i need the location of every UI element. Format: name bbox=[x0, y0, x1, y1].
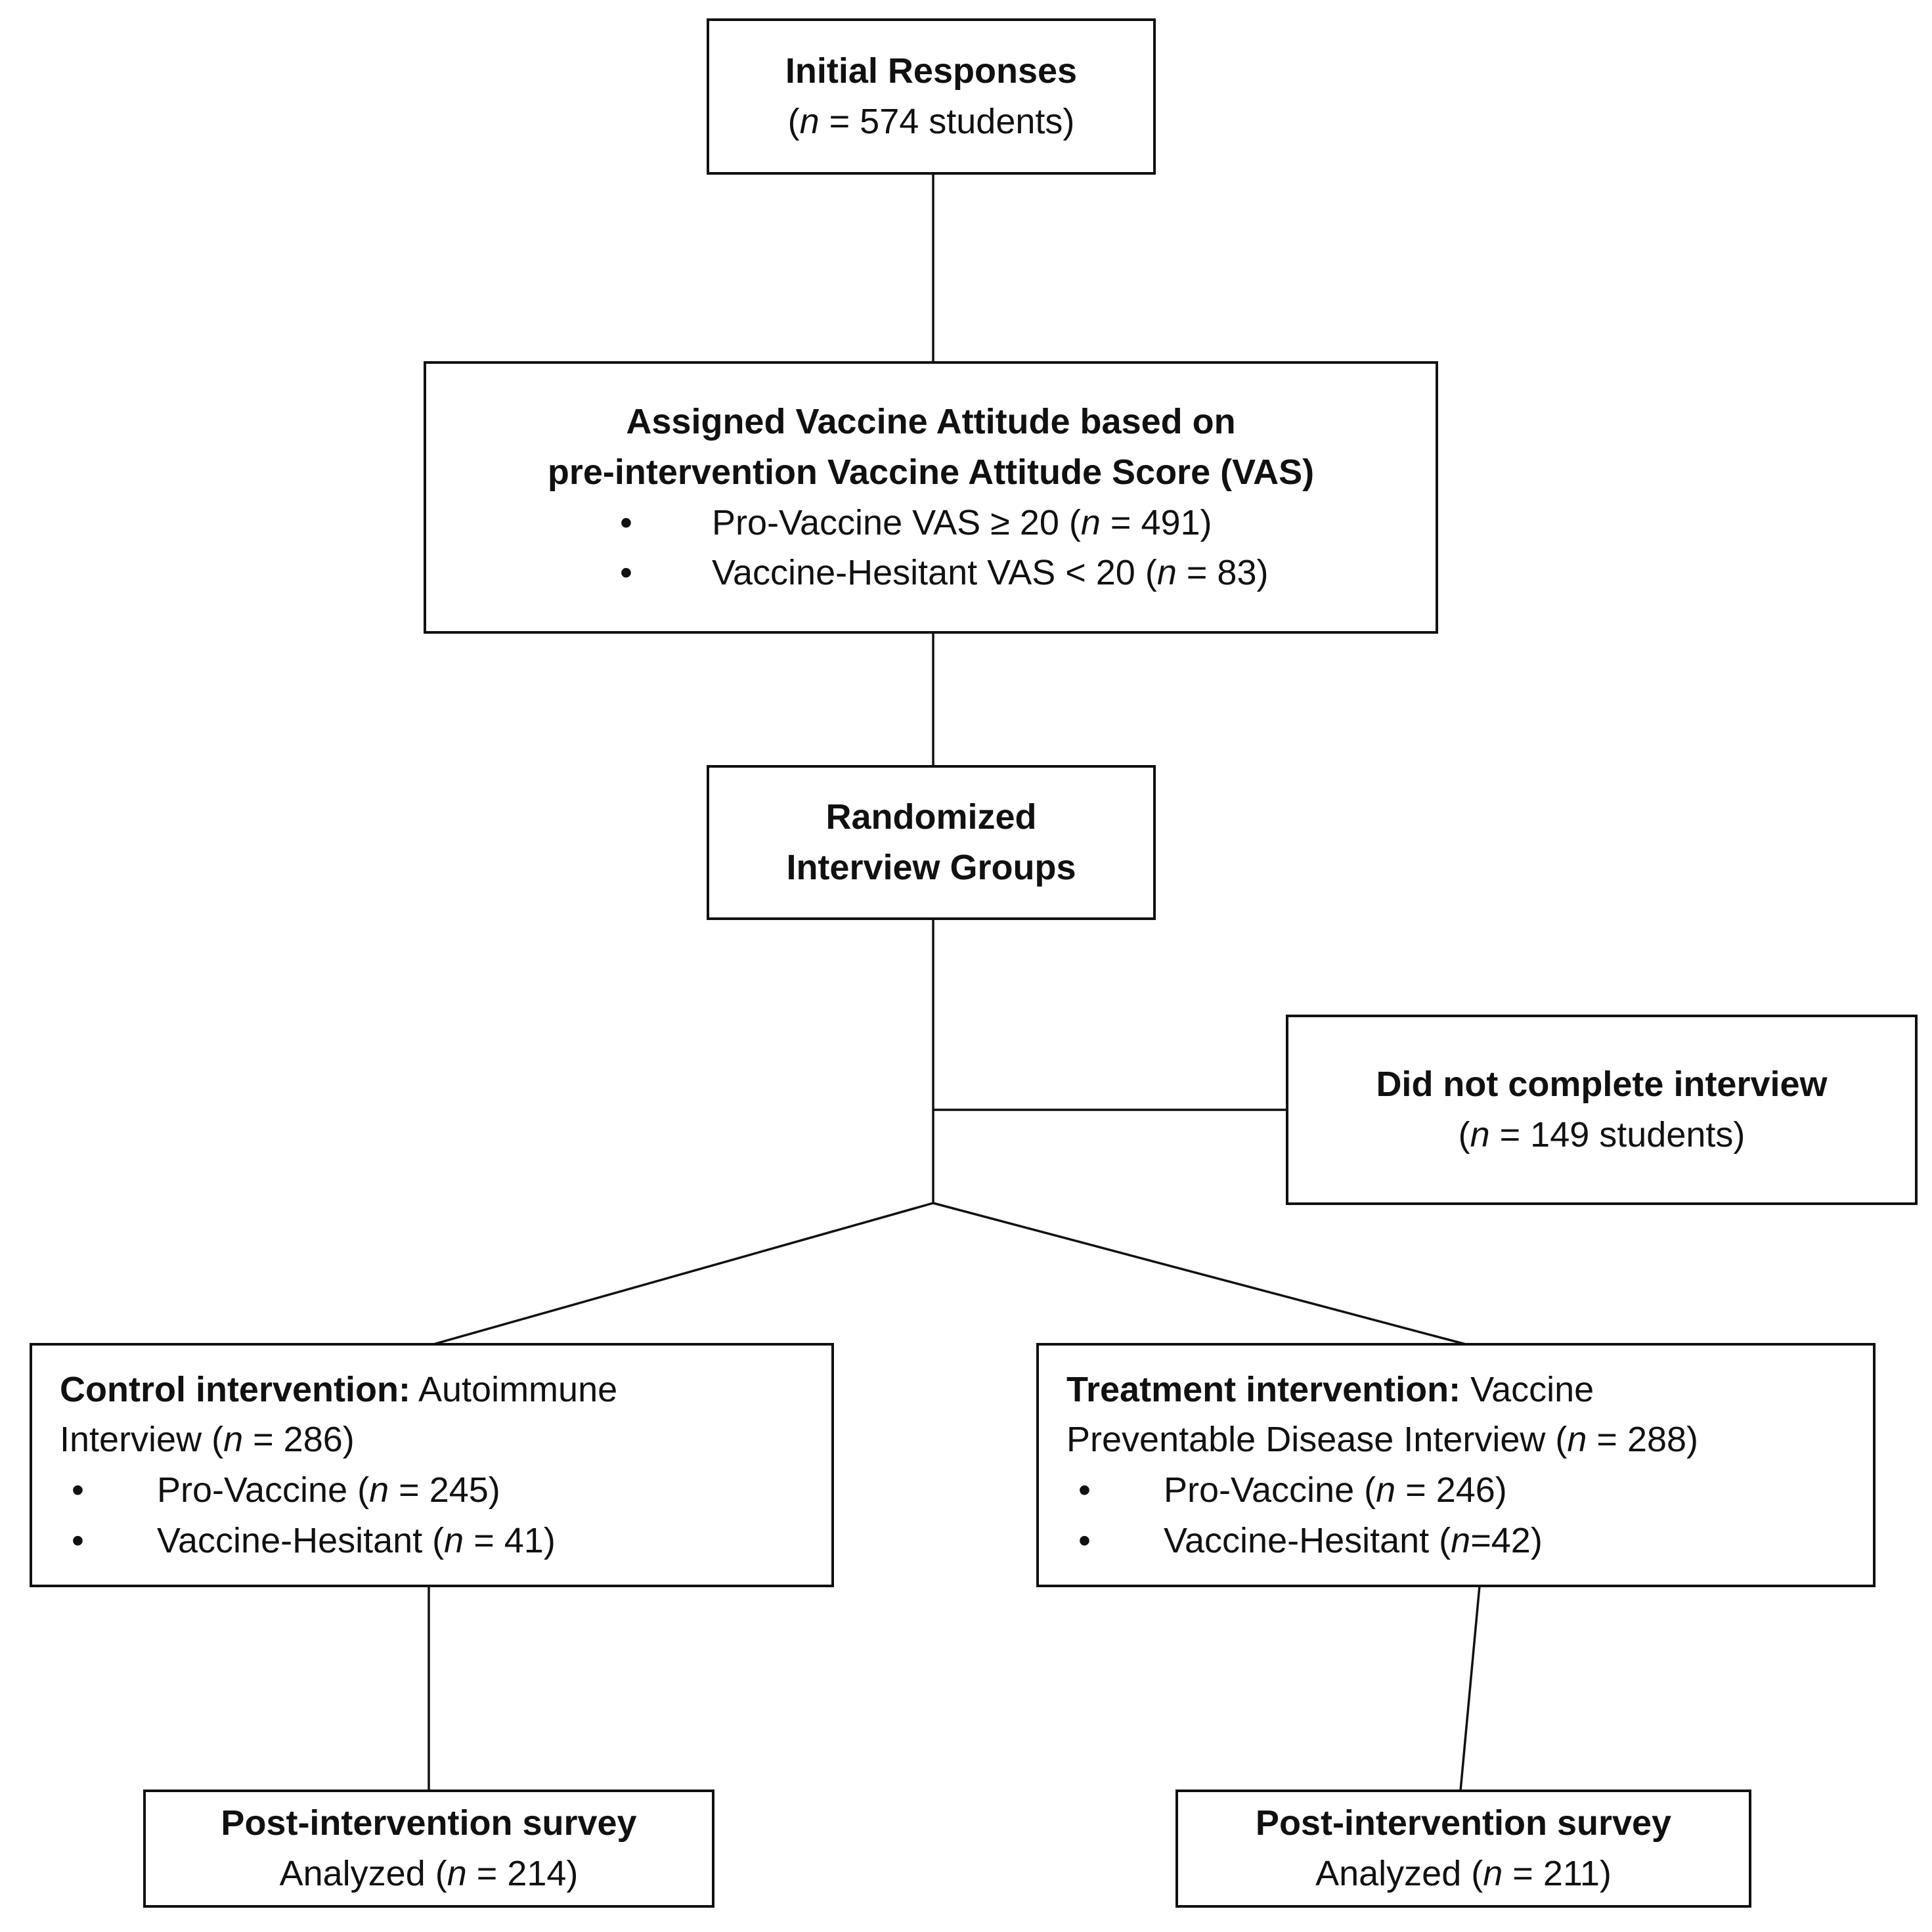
text-line bbox=[1178, 1798, 1749, 1849]
bullet-icon: • bbox=[72, 1470, 84, 1510]
text-content: Analyzed (n = 211) bbox=[1315, 1854, 1612, 1893]
bullet-icon: • bbox=[1078, 1470, 1091, 1510]
text-line bbox=[1178, 1849, 1749, 1899]
text-content: Vaccine-Hesitant (n=42) bbox=[1164, 1520, 1543, 1560]
text-content: Analyzed (n = 214) bbox=[279, 1854, 579, 1893]
box-initial-responses bbox=[707, 18, 1156, 175]
text-content: Pro-Vaccine (n = 245) bbox=[157, 1470, 500, 1510]
bullet-line bbox=[60, 1516, 820, 1566]
text-content: pre-intervention Vaccine Attitude Score (VAS) bbox=[547, 452, 1315, 492]
text-content: Vaccine-Hesitant (n = 41) bbox=[157, 1520, 556, 1560]
text-content: Initial Responses bbox=[785, 51, 1078, 91]
text-line bbox=[146, 1849, 712, 1899]
text-content: Interview Groups bbox=[786, 848, 1076, 887]
connector-treatment-to-survey bbox=[1460, 1586, 1480, 1791]
text-content: (n = 149 students) bbox=[1458, 1115, 1745, 1154]
bullet-icon: • bbox=[72, 1520, 84, 1560]
text-line bbox=[439, 447, 1422, 498]
box-randomized-interview-groups bbox=[707, 765, 1156, 920]
text-content: Post-intervention survey bbox=[221, 1803, 637, 1843]
text-line bbox=[709, 843, 1153, 893]
text-line bbox=[709, 792, 1153, 843]
text-line bbox=[709, 46, 1153, 97]
text-line bbox=[709, 97, 1153, 147]
bullet-line bbox=[60, 1465, 820, 1516]
box-did-not-complete-interview bbox=[1286, 1015, 1918, 1205]
text-content: Post-intervention survey bbox=[1255, 1803, 1672, 1843]
text-line bbox=[146, 1798, 712, 1849]
bullet-line bbox=[1066, 1516, 1861, 1566]
text-content: Interview (n = 286) bbox=[60, 1420, 355, 1460]
box-control-intervention bbox=[30, 1343, 834, 1587]
text-content: Did not complete interview bbox=[1376, 1065, 1828, 1105]
text-line bbox=[439, 397, 1422, 447]
bullet-line bbox=[439, 548, 1422, 598]
bullet-icon: • bbox=[620, 553, 632, 593]
text-line bbox=[60, 1365, 820, 1415]
text-content: Randomized bbox=[825, 797, 1037, 837]
text-line bbox=[1295, 1110, 1908, 1160]
bullet-line bbox=[1066, 1465, 1861, 1516]
box-assigned-vaccine-attitude bbox=[424, 361, 1438, 634]
bullet-line bbox=[439, 498, 1422, 548]
bullet-icon: • bbox=[620, 502, 632, 542]
bullet-icon: • bbox=[1078, 1520, 1091, 1560]
box-post-intervention-survey-treatment bbox=[1175, 1789, 1751, 1908]
text-content: Pro-Vaccine (n = 246) bbox=[1164, 1470, 1507, 1510]
text-content: Pro-Vaccine VAS ≥ 20 (n = 491) bbox=[712, 502, 1212, 542]
text-content: Control intervention: Autoimmune bbox=[60, 1369, 618, 1409]
text-line bbox=[1066, 1365, 1861, 1415]
text-content: Assigned Vaccine Attitude based on bbox=[626, 402, 1236, 442]
connector-branch-to-control bbox=[433, 1203, 933, 1344]
text-line bbox=[1066, 1415, 1861, 1465]
text-content: (n = 574 students) bbox=[787, 102, 1075, 141]
box-post-intervention-survey-control bbox=[143, 1789, 714, 1908]
text-content: Treatment intervention: Vaccine bbox=[1066, 1369, 1594, 1409]
text-line bbox=[1295, 1059, 1908, 1110]
text-content: Vaccine-Hesitant VAS < 20 (n = 83) bbox=[712, 553, 1269, 593]
connector-branch-to-treatment bbox=[933, 1203, 1466, 1344]
box-treatment-intervention bbox=[1036, 1343, 1876, 1587]
text-line bbox=[60, 1415, 820, 1465]
text-content: Preventable Disease Interview (n = 288) bbox=[1066, 1420, 1699, 1460]
